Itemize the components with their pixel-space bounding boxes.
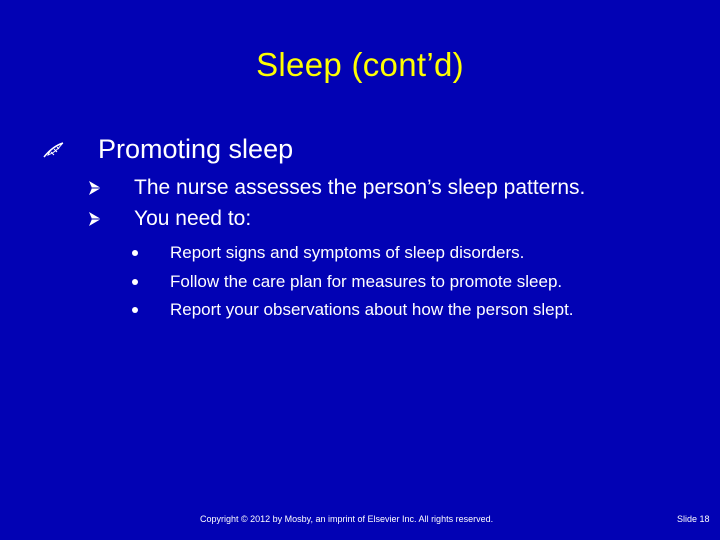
slide-number: Slide 18 — [677, 514, 710, 524]
bullet-level3-text: Report your observations about how the person slept. — [170, 300, 574, 319]
dot-bullet-icon — [132, 250, 138, 256]
bullet-level3-item — [132, 300, 574, 320]
bullet-level2-item — [88, 207, 251, 231]
bullet-level3-text: Follow the care plan for measures to promote sleep. — [170, 272, 563, 291]
footer-copyright: Copyright © 2012 by Mosby, an imprint of Elsevier Inc. All rights reserved. — [200, 514, 494, 524]
bullet-level3-item — [132, 272, 562, 292]
bullet-level1-text: Promoting sleep — [98, 134, 294, 164]
bullet-level2-item — [88, 176, 585, 200]
arrowhead-bullet-icon — [88, 180, 102, 196]
bullet-level3-text: Report signs and symptoms of sleep disorders. — [170, 243, 525, 262]
dot-bullet-icon — [132, 279, 138, 285]
bullet-level2-text: The nurse assesses the person’s sleep patterns. — [134, 176, 586, 199]
slide-title: Sleep (cont’d) — [256, 46, 464, 83]
bullet-level3-item — [132, 243, 524, 263]
dot-bullet-icon — [132, 307, 138, 313]
feather-bullet-icon — [42, 140, 66, 160]
arrowhead-bullet-icon — [88, 211, 102, 227]
bullet-level2-text: You need to: — [134, 207, 252, 230]
bullet-level1 — [42, 134, 293, 165]
